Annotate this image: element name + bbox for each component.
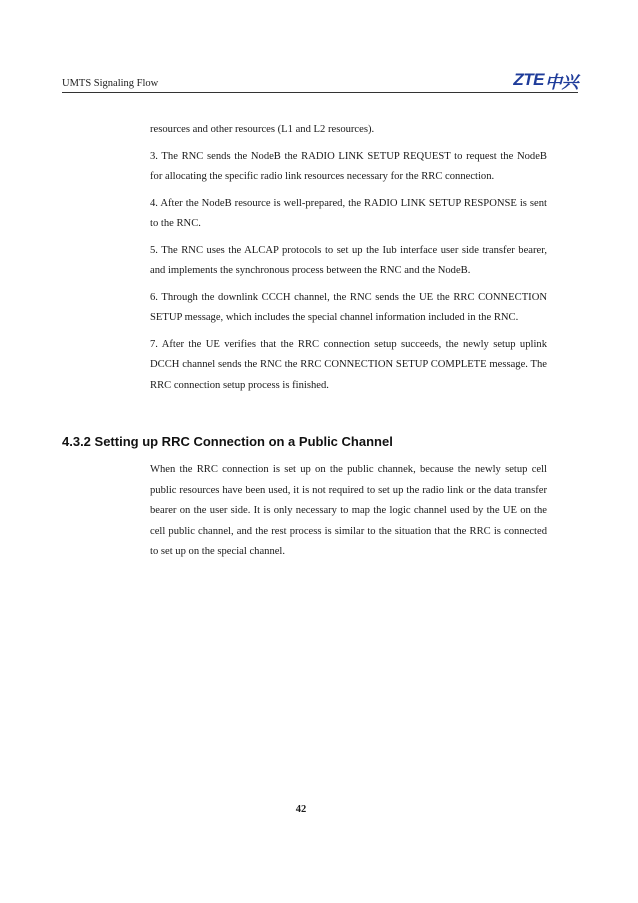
step-6: 6. Through the downlink CCCH channel, the RNC sends the UE the RRC CONNECTION SETUP message, which includes the special channel information included in the RNC. <box>150 291 547 323</box>
step-5: 5. The RNC uses the ALCAP protocols to set up the Iub interface user side transfer bearer, and implements the synchronous process between the RNC and the NodeB. <box>150 244 547 276</box>
header-title: UMTS Signaling Flow <box>62 78 159 89</box>
header-divider <box>62 92 578 93</box>
logo-cjk: 中兴 <box>545 72 578 92</box>
section-heading: 4.3.2 Setting up RRC Connection on a Public Channel <box>62 434 393 449</box>
zte-logo <box>513 70 578 90</box>
steps-list <box>150 120 547 396</box>
logo-text: ZTE <box>513 70 544 89</box>
page-header <box>62 70 578 94</box>
page-number: 42 <box>295 804 307 815</box>
step-3: 3. The RNC sends the NodeB the RADIO LINK SETUP REQUEST to request the NodeB for allocating the specific radio link resources necessary for the RRC connection. <box>150 150 547 182</box>
section-paragraph: When the RRC connection is set up on the public channek, because the newly setup cell public resources have been used, it is not required to set up the radio link or the data transfer bearer on the user side. It is only necessary to map the logic channel used by the UE on the cell public channel, and the rest process is similar to the situation that the RRC is connected to set up on the special channel. <box>150 464 547 557</box>
section-body <box>150 460 547 563</box>
step-7: 7. After the UE verifies that the RRC connection setup succeeds, the newly setup uplink DCCH channel sends the RNC the RRC CONNECTION SETUP COMPLETE message. The RRC connection setup process is finished. <box>150 338 547 391</box>
step-4: 4. After the NodeB resource is well-prepared, the RADIO LINK SETUP RESPONSE is sent to the RNC. <box>150 197 547 229</box>
paragraph-continuation: resources and other resources (L1 and L2 resources). <box>150 124 375 135</box>
